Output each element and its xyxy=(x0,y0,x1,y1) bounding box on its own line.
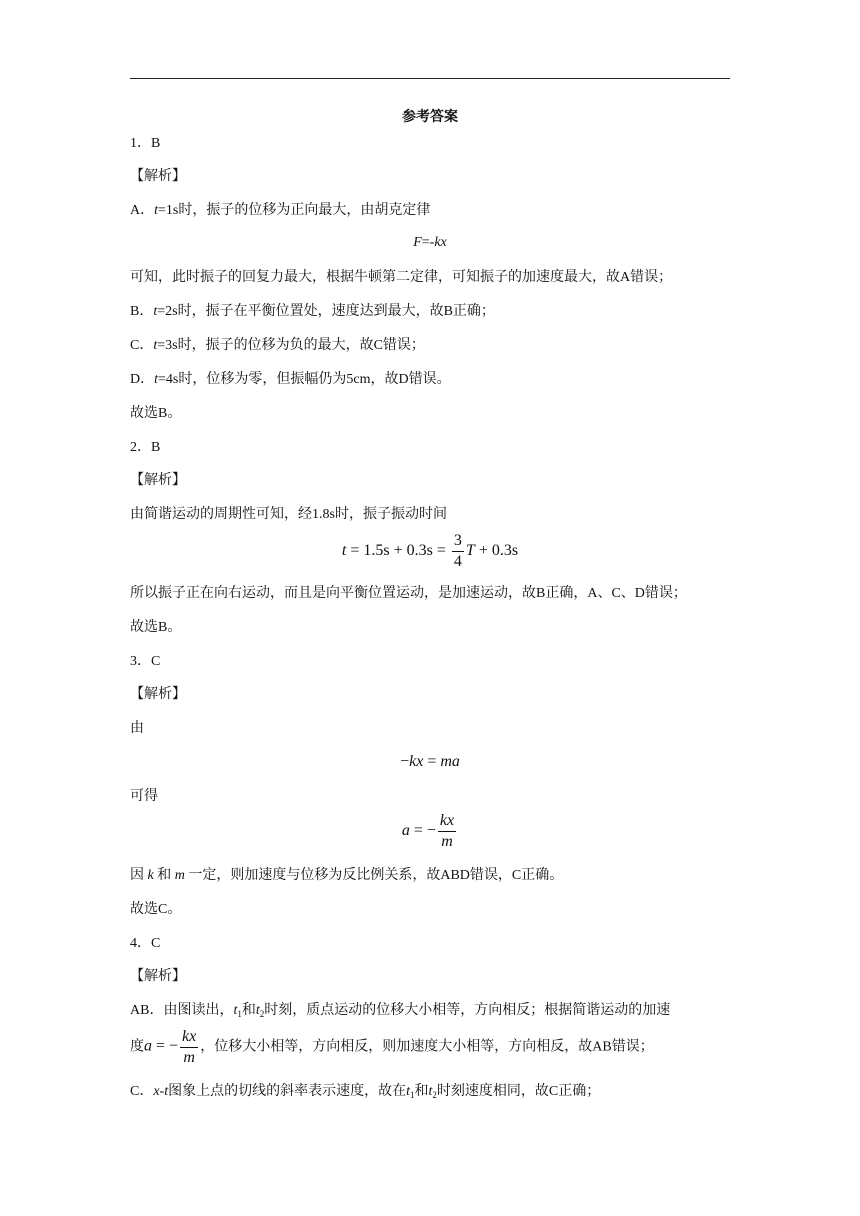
q2-line-1: 由简谐运动的周期性可知，经1.8s时，振子振动时间 xyxy=(130,507,447,522)
q2-answer: 2．B xyxy=(130,440,161,455)
q1-line-d: D．t=4s时，位移为零，但振幅仍为5cm，故D错误。 xyxy=(130,372,451,387)
header-rule xyxy=(130,78,730,79)
q1-line-a2: 可知，此时振子的回复力最大，根据牛顿第二定律，可知振子的加速度最大，故A错误； xyxy=(130,270,673,285)
q4-jiexi: 【解析】 xyxy=(130,969,186,984)
q3-line-3: 因 k 和 m 一定，则加速度与位移为反比例关系，故ABD错误，C正确。 xyxy=(130,868,564,883)
page-title: 参考答案 xyxy=(402,110,458,125)
q3-equation-1: −kx = ma xyxy=(400,753,460,770)
q3-jiexi: 【解析】 xyxy=(130,687,186,702)
q2-conclusion: 故选B。 xyxy=(130,620,182,635)
q3-you: 由 xyxy=(130,721,144,736)
q2-line-2: 所以振子正在向右运动，而且是向平衡位置运动，是加速运动，故B正确，A、C、D错误； xyxy=(130,586,687,601)
q1-formula: F=-kx xyxy=(413,235,447,250)
q2-fraction: $\frac{3}{4}$ xyxy=(453,532,462,570)
q3-answer: 3．C xyxy=(130,654,161,669)
q1-answer: 1．B xyxy=(130,136,161,151)
q3-conclusion: 故选C。 xyxy=(130,902,182,917)
q3-equation-2: a = − $\frac{kx}{m}$ xyxy=(401,812,455,850)
q2-jiexi: 【解析】 xyxy=(130,473,186,488)
q4-line-3: C．x-t图象上点的切线的斜率表示速度，故在$t_1$和$t_2$时刻速度相同，故C正确； xyxy=(130,1084,601,1100)
q1-line-a: A．t=1s时，振子的位移为正向最大，由胡克定律 xyxy=(130,203,431,218)
q1-line-b: B．t=2s时，振子在平衡位置处，速度达到最大，故B正确； xyxy=(130,304,495,319)
q3-fraction: $\frac{kx}{m}$ xyxy=(439,812,455,850)
q4-fraction: $\frac{kx}{m}$ xyxy=(182,1028,197,1066)
q3-kede: 可得 xyxy=(130,789,158,804)
q2-equation: t = 1.5s + 0.3s = $\frac{3}{4}$ T + 0.3s xyxy=(341,532,519,570)
q1-jiexi: 【解析】 xyxy=(130,169,186,184)
q4-line-1: AB．由图读出，$t_1$和$t_2$时刻，质点运动的位移大小相等，方向相反；根据简谐运动的加速 xyxy=(130,1003,671,1019)
q4-line-2: 度a = − $\frac{kx}{m}$ ，位移大小相等，方向相反，则加速度大小相等，方向相反，故AB错误； xyxy=(130,1028,654,1066)
q1-conclusion: 故选B。 xyxy=(130,406,182,421)
q4-answer: 4．C xyxy=(130,936,161,951)
q1-line-c: C．t=3s时，振子的位移为负的最大，故C错误； xyxy=(130,338,425,353)
